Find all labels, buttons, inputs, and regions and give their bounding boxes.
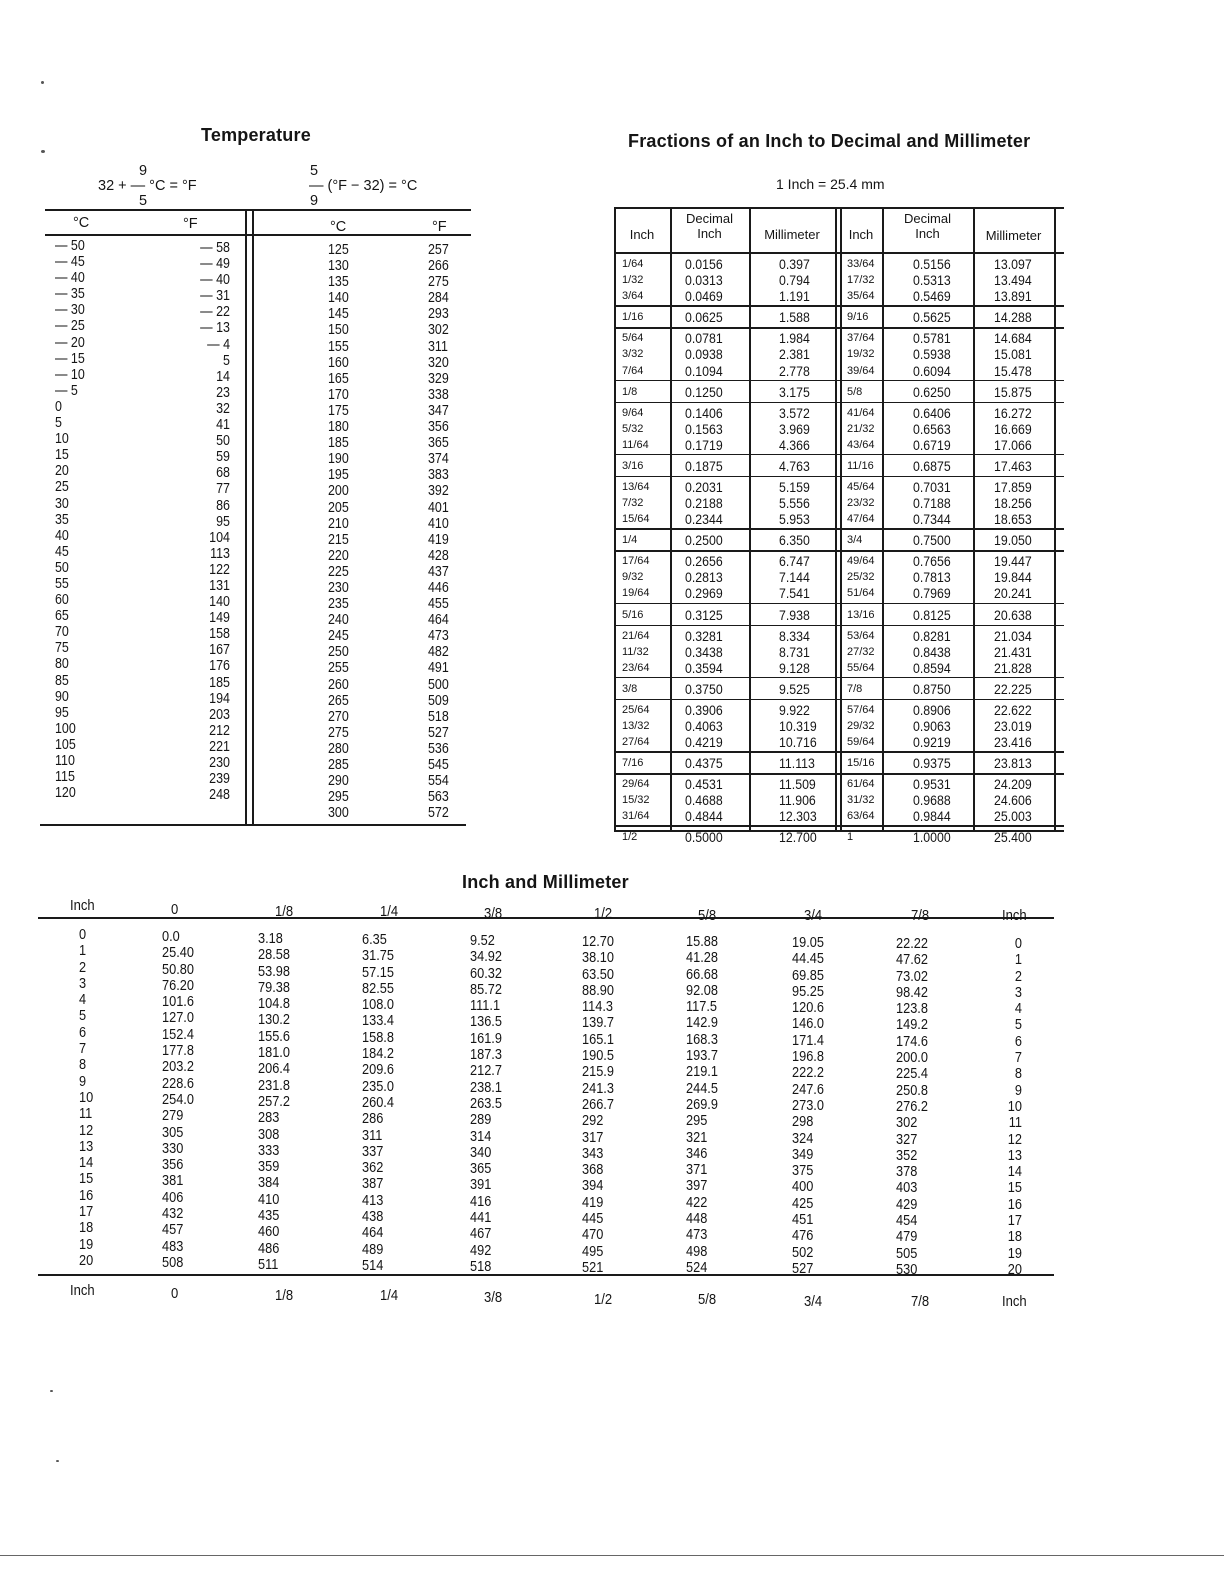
fraction-decimal: 0.9063 — [913, 717, 951, 734]
inch-mm-header: 1/4 — [380, 904, 399, 920]
inch-mm-header: 3/8 — [484, 906, 503, 922]
fraction-decimal: 0.3125 — [685, 606, 723, 623]
fraction-decimal: 0.8906 — [913, 701, 951, 718]
fraction-inch: 21/64 — [622, 629, 650, 642]
fraction-millimeter: 14.684 — [994, 330, 1032, 347]
fraction-inch: 9/32 — [622, 571, 644, 584]
fraction-millimeter: 19.050 — [994, 532, 1032, 549]
fraction-millimeter: 7.938 — [779, 606, 810, 623]
fraction-decimal: 0.5156 — [913, 256, 951, 272]
inch-mm-column: 3.18 28.58 53.98 79.38 104.8 130.2 155.6 181.0 206.4 231.8 257.2 283 308 333 359 384 410 435 460 486 511 — [258, 931, 290, 1273]
fraction-millimeter: 25.003 — [994, 808, 1032, 825]
fraction-decimal: 0.4844 — [685, 808, 723, 825]
fraction-inch: 3/4 — [847, 534, 863, 547]
fraction-inch: 51/64 — [847, 587, 875, 600]
fraction-decimal: 0.6563 — [913, 420, 951, 437]
fraction-decimal: 0.4219 — [685, 734, 723, 750]
fraction-decimal: 0.8281 — [913, 627, 951, 644]
fraction-decimal: 0.3594 — [685, 659, 723, 676]
fraction-inch: 1 — [847, 831, 854, 844]
fraction-inch: 45/64 — [847, 480, 875, 493]
fraction-inch: 11/32 — [622, 645, 649, 658]
fraction-millimeter: 13.097 — [994, 256, 1032, 272]
fraction-decimal: 0.2500 — [685, 532, 723, 549]
fraction-inch: 9/16 — [847, 311, 869, 324]
fraction-millimeter: 23.813 — [994, 755, 1032, 772]
fraction-inch: 3/64 — [622, 290, 644, 303]
fraction-decimal: 0.1563 — [685, 420, 723, 437]
fraction-inch: 47/64 — [847, 513, 875, 526]
fraction-millimeter: 24.606 — [994, 792, 1032, 809]
fraction-decimal: 0.0469 — [685, 288, 723, 305]
fraction-inch: 7/64 — [622, 364, 644, 377]
inch-mm-footer: Inch — [1002, 1294, 1027, 1310]
fraction-decimal: 0.7031 — [913, 478, 951, 495]
fraction-inch: 3/8 — [622, 682, 638, 695]
fraction-inch: 19/64 — [622, 587, 650, 600]
fraction-millimeter: 0.397 — [779, 256, 810, 272]
fraction-decimal: 0.2813 — [685, 569, 723, 586]
fraction-millimeter: 1.588 — [779, 309, 810, 326]
inch-mm-header: 1/8 — [275, 904, 294, 920]
fraction-decimal: 0.2969 — [685, 585, 723, 602]
fraction-millimeter: 1.984 — [779, 330, 810, 347]
fraction-millimeter: 9.128 — [779, 659, 810, 676]
fraction-decimal: 0.1719 — [685, 436, 723, 453]
fraction-inch: 31/32 — [847, 794, 875, 807]
fraction-inch: 1/16 — [622, 311, 644, 324]
fraction-millimeter: 8.334 — [779, 627, 810, 644]
fraction-decimal: 0.8750 — [913, 680, 951, 697]
fraction-inch: 3/16 — [622, 459, 644, 472]
fraction-inch: 7/8 — [847, 682, 863, 695]
inch-mm-column: 22.22 47.62 73.02 98.42 123.8 149.2 174.6 200.0 225.4 250.8 276.2 302 327 352 378 403 429 454 479 505 530 — [896, 936, 928, 1278]
fraction-inch: 11/16 — [847, 459, 874, 472]
inch-mm-column: 6.35 31.75 57.15 82.55 108.0 133.4 158.8 184.2 209.6 235.0 260.4 286 311 337 362 387 413 438 464 489 514 — [362, 932, 394, 1274]
inch-mm-header: 5/8 — [698, 908, 717, 924]
inch-mm-header: 0 — [171, 902, 179, 918]
fraction-decimal: 1.0000 — [913, 829, 951, 846]
fraction-inch: 29/64 — [622, 778, 650, 791]
fraction-inch: 37/64 — [847, 332, 875, 345]
fraction-inch: 17/64 — [622, 555, 650, 568]
fraction-inch: 25/64 — [622, 703, 650, 716]
fraction-inch: 53/64 — [847, 629, 875, 642]
fraction-inch: 17/32 — [847, 274, 875, 287]
fraction-millimeter: 5.556 — [779, 495, 810, 511]
formula-f-to-c-numerator: 5 — [310, 163, 319, 179]
inch-mm-column: 0.0 25.40 50.80 76.20 101.6 127.0 152.4 177.8 203.2 228.6 254.0 279 305 330 356 381 406 432 457 483 508 — [162, 929, 194, 1271]
fraction-decimal: 0.8594 — [913, 659, 951, 676]
fraction-decimal: 0.3281 — [685, 627, 723, 644]
inch-mm-footer: 3/4 — [804, 1294, 823, 1310]
fraction-inch: 1/2 — [622, 831, 638, 844]
fraction-inch: 29/32 — [847, 719, 875, 732]
fraction-inch: 5/8 — [847, 385, 863, 398]
fraction-millimeter: 22.622 — [994, 701, 1032, 718]
inch-mm-column: 12.70 38.10 63.50 88.90 114.3 139.7 165.1 190.5 215.9 241.3 266.7 292 317 343 368 394 419 445 470 495 521 — [582, 934, 614, 1276]
fraction-inch: 11/64 — [622, 438, 649, 451]
fraction-decimal: 0.2656 — [685, 553, 723, 570]
fraction-millimeter: 6.350 — [779, 532, 810, 549]
fraction-inch: 5/16 — [622, 608, 644, 621]
fraction-inch: 39/64 — [847, 364, 875, 377]
fraction-millimeter: 18.256 — [994, 495, 1032, 511]
formula-c-to-f-main: 32 + — °C = °F — [98, 178, 197, 194]
fraction-decimal: 0.5938 — [913, 346, 951, 363]
fraction-millimeter: 5.953 — [779, 511, 810, 528]
fraction-millimeter: 1.191 — [779, 288, 810, 305]
fraction-inch: 1/8 — [622, 385, 638, 398]
fraction-decimal: 0.9844 — [913, 808, 951, 825]
fraction-millimeter: 4.763 — [779, 457, 810, 474]
fraction-inch: 13/16 — [847, 608, 875, 621]
fraction-decimal: 0.2344 — [685, 511, 723, 528]
fraction-millimeter: 16.272 — [994, 404, 1032, 421]
fraction-millimeter: 2.381 — [779, 346, 810, 363]
inch-mm-footer: 5/8 — [698, 1292, 717, 1308]
inch-mm-footer: 1/4 — [380, 1288, 399, 1304]
fraction-decimal: 0.6250 — [913, 383, 951, 400]
fraction-millimeter: 23.416 — [994, 734, 1032, 750]
fraction-decimal: 0.5781 — [913, 330, 951, 347]
fraction-decimal: 0.0781 — [685, 330, 723, 347]
page-bottom-rule — [0, 1555, 1224, 1556]
temp-header-c2: °C — [330, 219, 347, 235]
fraction-decimal: 0.6094 — [913, 362, 951, 379]
fraction-inch: 15/16 — [847, 757, 875, 770]
inch-mm-column: 15.88 41.28 66.68 92.08 117.5 142.9 168.3 193.7 219.1 244.5 269.9 295 321 346 371 397 422 448 473 498 524 — [686, 934, 718, 1276]
fraction-inch: 13/64 — [622, 480, 650, 493]
fraction-millimeter: 19.447 — [994, 553, 1032, 570]
fraction-millimeter: 21.828 — [994, 659, 1032, 676]
fraction-inch: 13/32 — [622, 719, 650, 732]
fraction-millimeter: 11.906 — [779, 792, 816, 809]
fraction-decimal: 0.1406 — [685, 404, 723, 421]
fraction-inch: 61/64 — [847, 778, 875, 791]
fraction-millimeter: 9.525 — [779, 680, 810, 697]
formula-f-to-c-main: — (°F − 32) = °C — [309, 178, 418, 194]
inch-mm-footer: 1/2 — [594, 1292, 613, 1308]
fraction-inch: 23/32 — [847, 497, 875, 509]
fraction-millimeter: 3.175 — [779, 383, 810, 400]
temp-celsius-column: 125 130 135 140 145 150 155 160 165 170 175 180 185 190 195 200 205 210 215 220 225 230 235 240 245 250 255 260 265 270 275 280 285 290 295 300 — [328, 242, 349, 822]
fraction-decimal: 0.5625 — [913, 309, 951, 326]
fraction-millimeter: 7.144 — [779, 569, 810, 586]
fraction-decimal: 0.9688 — [913, 792, 951, 809]
fraction-millimeter: 13.891 — [994, 288, 1032, 305]
fraction-decimal: 0.5000 — [685, 829, 723, 846]
inch-mm-header: 1/2 — [594, 906, 613, 922]
fraction-millimeter: 15.478 — [994, 362, 1032, 379]
fraction-decimal: 0.7500 — [913, 532, 951, 549]
fraction-decimal: 0.9219 — [913, 734, 951, 750]
fraction-millimeter: 20.241 — [994, 585, 1032, 602]
fraction-decimal: 0.4531 — [685, 776, 723, 793]
inch-column-left: 0 1 2 3 4 5 6 7 8 9 10 11 12 13 14 15 16 17 18 19 20 — [79, 927, 94, 1269]
fraction-millimeter: 10.716 — [779, 734, 817, 750]
fraction-decimal: 0.1094 — [685, 362, 723, 379]
fraction-inch: 3/32 — [622, 348, 644, 361]
fraction-inch: 15/64 — [622, 513, 650, 526]
fraction-inch: 33/64 — [847, 258, 875, 270]
fraction-inch: 7/32 — [622, 497, 644, 509]
fraction-decimal: 0.0938 — [685, 346, 723, 363]
fraction-millimeter: 6.747 — [779, 553, 810, 570]
fraction-inch: 1/32 — [622, 274, 644, 287]
formula-c-to-f-denominator: 5 — [139, 193, 148, 209]
fractions-header-millimeter: Millimeter — [764, 227, 820, 242]
fraction-inch: 15/32 — [622, 794, 650, 807]
inch-mm-footer: 1/8 — [275, 1288, 294, 1304]
fraction-inch: 9/64 — [622, 406, 644, 419]
inch-mm-column: 9.52 34.92 60.32 85.72 111.1 136.5 161.9 187.3 212.7 238.1 263.5 289 314 340 365 391 416 441 467 492 518 — [470, 933, 502, 1275]
fraction-decimal: 0.7344 — [913, 511, 951, 528]
formula-f-to-c-denominator: 9 — [310, 193, 319, 209]
fraction-decimal: 0.2031 — [685, 478, 723, 495]
fraction-millimeter: 15.875 — [994, 383, 1032, 400]
fraction-decimal: 0.0625 — [685, 309, 723, 326]
fraction-decimal: 0.0313 — [685, 272, 723, 289]
temp-fahrenheit-column: — 58 — 49 — 40 — 31 — 22 — 13 — 4 5 14 23 32 41 50 59 68 77 86 95 104 113 122 131 140 149 158 167 176 185 194 203 212 221 230 239 248 — [200, 240, 230, 804]
fraction-millimeter: 22.225 — [994, 680, 1032, 697]
fraction-inch: 5/32 — [622, 422, 644, 435]
fraction-millimeter: 7.541 — [779, 585, 810, 602]
scan-speck — [56, 1460, 59, 1462]
fraction-millimeter: 4.366 — [779, 436, 810, 453]
fraction-decimal: 0.3906 — [685, 701, 723, 718]
fraction-decimal: 0.7188 — [913, 495, 951, 511]
fraction-millimeter: 13.494 — [994, 272, 1032, 289]
fraction-millimeter: 20.638 — [994, 606, 1032, 623]
fraction-millimeter: 12.700 — [779, 829, 817, 846]
fraction-inch: 23/64 — [622, 661, 650, 674]
fraction-decimal: 0.4063 — [685, 717, 723, 734]
inch-mm-header: Inch — [1002, 908, 1027, 924]
fraction-millimeter: 9.922 — [779, 701, 810, 718]
fraction-decimal: 0.7813 — [913, 569, 951, 586]
fraction-decimal: 0.6719 — [913, 436, 951, 453]
fraction-inch: 1/64 — [622, 258, 644, 270]
fraction-inch: 27/32 — [847, 645, 875, 658]
fraction-decimal: 0.5313 — [913, 272, 951, 289]
fraction-decimal: 0.0156 — [685, 256, 723, 272]
temp-header-f1: °F — [183, 216, 198, 232]
fraction-millimeter: 17.066 — [994, 436, 1032, 453]
fraction-millimeter: 17.859 — [994, 478, 1032, 495]
fraction-decimal: 0.3438 — [685, 643, 723, 660]
temp-header-f2: °F — [432, 219, 447, 235]
fractions-header-decimal: Decimal Inch — [686, 211, 733, 241]
fractions-header-decimal: Decimal Inch — [904, 211, 951, 241]
temp-celsius-column: — 50 — 45 — 40 — 35 — 30 — 25 — 20 — 15 — 10 — 5 0 5 10 15 20 25 30 35 40 45 50 55 60 65 70 75 80 85 90 95 100 105 110 115 120 — [55, 238, 85, 802]
temperature-title: Temperature — [201, 125, 311, 145]
fraction-millimeter: 11.509 — [779, 776, 816, 793]
fraction-decimal: 0.4375 — [685, 755, 723, 772]
fraction-inch: 5/64 — [622, 332, 644, 345]
fraction-inch: 55/64 — [847, 661, 875, 674]
fraction-millimeter: 18.653 — [994, 511, 1032, 528]
fraction-decimal: 0.7656 — [913, 553, 951, 570]
fraction-millimeter: 19.844 — [994, 569, 1032, 586]
inch-mm-footer: 7/8 — [911, 1294, 930, 1310]
inch-mm-header: Inch — [70, 898, 95, 914]
fractions-header-millimeter: Millimeter — [985, 228, 1042, 243]
fraction-millimeter: 12.303 — [779, 808, 817, 825]
fractions-title: Fractions of an Inch to Decimal and Millimeter — [628, 131, 1031, 151]
fraction-millimeter: 0.794 — [779, 272, 810, 289]
fraction-decimal: 0.1250 — [685, 383, 723, 400]
fraction-inch: 25/32 — [847, 571, 875, 584]
fraction-decimal: 0.9375 — [913, 755, 951, 772]
fraction-millimeter: 3.969 — [779, 420, 810, 437]
inch-mm-title: Inch and Millimeter — [462, 872, 629, 892]
fraction-decimal: 0.1875 — [685, 457, 723, 474]
fraction-decimal: 0.5469 — [913, 288, 951, 305]
fraction-inch: 19/32 — [847, 348, 875, 361]
fraction-millimeter: 23.019 — [994, 717, 1032, 734]
fraction-millimeter: 2.778 — [779, 362, 810, 379]
fraction-millimeter: 21.431 — [994, 643, 1032, 660]
fraction-millimeter: 15.081 — [994, 346, 1032, 363]
scan-speck — [50, 1390, 53, 1392]
fraction-inch: 49/64 — [847, 555, 875, 568]
fraction-decimal: 0.3750 — [685, 680, 723, 697]
inch-mm-footer: 3/8 — [484, 1290, 503, 1306]
fraction-millimeter: 24.209 — [994, 776, 1032, 793]
fraction-millimeter: 17.463 — [994, 457, 1032, 474]
fraction-millimeter: 21.034 — [994, 627, 1032, 644]
temp-header-c1: °C — [73, 215, 90, 231]
inch-mm-header: 7/8 — [911, 908, 930, 924]
fraction-decimal: 0.8125 — [913, 606, 951, 623]
fraction-millimeter: 16.669 — [994, 420, 1032, 437]
fraction-decimal: 0.9531 — [913, 776, 951, 793]
fraction-inch: 59/64 — [847, 736, 875, 748]
fraction-millimeter: 11.113 — [779, 755, 815, 772]
fraction-decimal: 0.2188 — [685, 495, 723, 511]
fraction-inch: 31/64 — [622, 810, 650, 823]
fraction-inch: 27/64 — [622, 736, 650, 748]
inch-mm-footer: 0 — [171, 1286, 179, 1302]
temp-fahrenheit-column: 257 266 275 284 293 302 311 320 329 338 347 356 365 374 383 392 401 410 419 428 437 446 455 464 473 482 491 500 509 518 527 536 545 554 563 572 — [428, 242, 449, 822]
fraction-millimeter: 14.288 — [994, 309, 1032, 326]
fraction-decimal: 0.4688 — [685, 792, 723, 809]
inch-mm-column: 19.05 44.45 69.85 95.25 120.6 146.0 171.4 196.8 222.2 247.6 273.0 298 324 349 375 400 425 451 476 502 527 — [792, 935, 824, 1277]
fraction-inch: 41/64 — [847, 406, 875, 419]
fraction-millimeter: 25.400 — [994, 829, 1032, 846]
formula-c-to-f-numerator: 9 — [139, 163, 148, 179]
fraction-inch: 63/64 — [847, 810, 875, 823]
fraction-inch: 1/4 — [622, 534, 638, 547]
inch-column-right: 0 1 2 3 4 5 6 7 8 9 10 11 12 13 14 15 16 17 18 19 20 — [1007, 936, 1022, 1278]
fraction-decimal: 0.6875 — [913, 457, 951, 474]
fraction-decimal: 0.6406 — [913, 404, 951, 421]
inch-mm-footer: Inch — [70, 1283, 95, 1299]
fraction-millimeter: 8.731 — [779, 643, 810, 660]
fraction-inch: 43/64 — [847, 438, 875, 451]
fractions-subtitle: 1 Inch = 25.4 mm — [776, 176, 885, 192]
inch-mm-header: 3/4 — [804, 908, 823, 924]
fraction-inch: 57/64 — [847, 703, 875, 716]
fractions-header-inch: Inch — [848, 227, 874, 242]
fraction-inch: 7/16 — [622, 757, 644, 770]
fraction-inch: 35/64 — [847, 290, 875, 303]
fraction-decimal: 0.7969 — [913, 585, 951, 602]
fraction-millimeter: 3.572 — [779, 404, 810, 421]
fraction-millimeter: 5.159 — [779, 478, 810, 495]
fraction-decimal: 0.8438 — [913, 643, 951, 660]
fraction-millimeter: 10.319 — [779, 717, 817, 734]
fraction-inch: 21/32 — [847, 422, 875, 435]
fractions-header-inch: Inch — [629, 227, 655, 242]
